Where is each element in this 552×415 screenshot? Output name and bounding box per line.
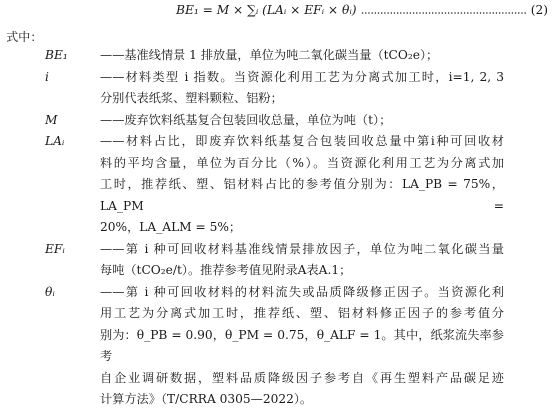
definition-description [100,239,504,282]
formula-expression: BE₁ = M × ∑ᵢ (LAᵢ × EFᵢ × θᵢ) [176,3,357,17]
definition-line: 分别代表纸浆、塑料颗粒、铝粉； [100,91,283,105]
definition-symbol: i [45,69,49,84]
definition-symbol: θᵢ [45,284,55,299]
definition-item [0,239,552,282]
definition-line: 别为：θ_PB = 0.90，θ_PM = 0.75，θ_ALF = 1。其中，纸浆流失率参考 [100,327,504,363]
definition-line: 用工艺为分离式加工时，推荐纸、塑、铝材料修正因子的参考值分 [100,306,504,320]
definition-description [100,110,504,132]
definition-item [0,67,552,110]
definition-description [100,67,504,110]
definition-line: ——材料占比，即废弃饮料纸基复合包装回收总量中第i种可回收材 [100,134,504,148]
definition-line: ——第 i 种可回收材料的材料流失或品质降级修正因子。当资源化利 [100,284,504,299]
definition-list [0,45,552,411]
definition-symbol: BE₁ [45,48,68,62]
formula-number: (2) [530,3,548,17]
intro-label: 式中： [6,30,43,44]
definition-item [0,45,552,67]
definition-item [0,110,552,132]
formula-2 [176,0,548,20]
definition-item [0,131,552,239]
definition-line: 每吨（tCO₂e/t）。推荐参考值见附录A表A.1； [100,263,352,277]
definition-line: 料的平均含量，单位为百分比（%）。当资源化利用工艺为分离式加 [100,155,504,170]
definition-line: 工时，推荐纸、塑、铝材料占比的参考值分别为：LA_PB = 75%，LA_PM = [100,177,504,213]
definition-symbol: LAᵢ [45,134,65,148]
definition-symbol: M [45,112,58,127]
definition-description [100,282,504,411]
definition-item [0,282,552,411]
definition-line: 自企业调研数据，塑料品质降级因子参考自《再生塑料产品碳足迹 [100,370,504,385]
definition-line: 计算方法》（T/CRRA 0305—2022）。 [100,392,313,406]
definition-line: ——废弃饮料纸基复合包装回收总量，单位为吨（t）； [100,112,392,127]
definition-line: 20%，LA_ALM = 5%； [100,220,242,234]
formula-leader-dots [361,12,527,14]
definition-line: ——第 i 种可回收材料基准线情景排放因子，单位为吨二氧化碳当量 [100,241,504,256]
definition-description [100,45,504,67]
definition-line: ——材料类型 i 指数。当资源化利用工艺为分离式加工时，i=1, 2, 3 [100,69,504,84]
definition-line: ——基准线情景 1 排放量，单位为吨二氧化碳当量（tCO₂e）； [100,48,439,62]
definition-description [100,131,504,239]
definition-symbol: EFᵢ [45,241,65,256]
